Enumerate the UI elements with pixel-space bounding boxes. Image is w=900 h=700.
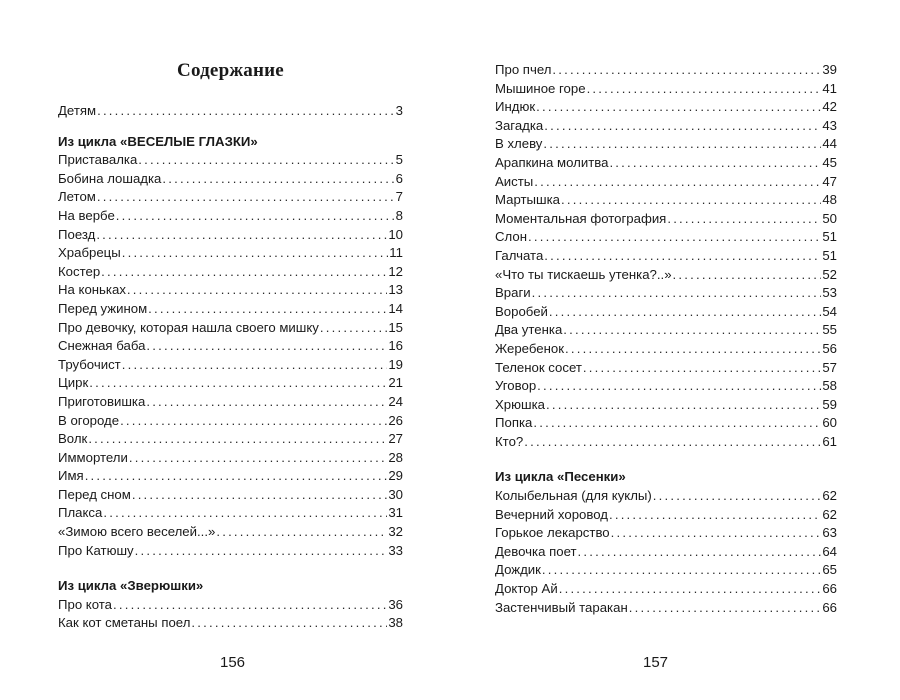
toc-entry-title: Арапкина молитва [495,154,609,170]
toc-entry [58,300,403,319]
toc-leader-dots [191,614,387,633]
toc-entry-title: Враги [495,285,531,301]
toc-leader-dots [524,433,821,452]
toc-leader-dots [216,523,387,542]
toc-entry [495,117,837,136]
toc-leader-dots [101,263,387,282]
toc-entry-title: Загадка [495,117,544,133]
toc-entry-page: 32 [388,524,403,540]
toc-entry [58,430,403,449]
toc-entry-page: 61 [822,433,837,449]
section-heading-zveryushki: Из цикла «Зверюшки» [58,578,204,594]
toc-entry-page: 60 [822,415,837,431]
toc-entry-title: Про кота [58,596,112,612]
toc-leader-dots [563,321,821,340]
toc-entry-title: Доктор Ай [495,581,558,597]
toc-entry-title: В огороде [58,412,120,428]
toc-leader-dots [146,393,387,412]
toc-entry [58,337,403,356]
toc-entry [58,151,403,170]
toc-entry [495,98,837,117]
toc-leader-dots [97,188,395,207]
toc-entry [58,356,403,375]
toc-entry [58,374,403,393]
toc-leader-dots [565,340,821,359]
toc-entry-title: Жеребенок [495,340,564,356]
toc-leader-dots [578,543,822,562]
toc-entry [495,506,837,525]
toc-leader-dots [552,61,821,80]
toc-entry [495,135,837,154]
toc-leader-dots [561,191,821,210]
toc-entry-title: Волк [58,431,88,447]
toc-entry-page: 54 [822,303,837,319]
toc-entry-page: 38 [388,615,403,631]
toc-entry [58,281,403,300]
toc-entry-title: Дождик [495,562,541,578]
toc-entry-page: 48 [822,192,837,208]
toc-entry-title: Девочка поет [495,543,577,559]
toc-entry [495,340,837,359]
toc-leader-dots [549,303,821,322]
toc-entry [58,207,403,226]
toc-entry-page: 59 [822,396,837,412]
left-page [58,0,403,700]
toc-entry [495,487,837,506]
toc-entry-page: 8 [395,207,403,223]
toc-leader-dots [122,356,388,375]
toc-entry [495,303,837,322]
toc-leader-dots [148,300,387,319]
toc-entry-page: 31 [388,505,403,521]
toc-right [495,61,837,617]
toc-entry-page: 27 [388,431,403,447]
toc-leader-dots [113,596,387,615]
toc-entry [58,102,403,121]
toc-leader-dots [103,504,387,523]
toc-leader-dots [536,98,821,117]
toc-entry [58,504,403,523]
toc-leader-dots [89,374,387,393]
toc-entry-page: 50 [822,210,837,226]
toc-entry [495,561,837,580]
toc-leader-dots [129,449,387,468]
toc-leader-dots [609,154,821,173]
toc-leader-dots [528,228,821,247]
toc-entry-page: 45 [822,154,837,170]
toc-entry-page: 65 [822,562,837,578]
toc-entry-title: Теленок сосет [495,359,582,375]
toc-entry-title: Приготовишка [58,393,146,409]
toc-entry-page: 57 [822,359,837,375]
toc-entry-title: Мышиное горе [495,80,586,96]
toc-entry-page: 26 [388,412,403,428]
toc-entry-page: 11 [389,245,403,261]
toc-entry [58,467,403,486]
toc-entry-title: Аисты [495,173,534,189]
toc-entry-page: 42 [822,99,837,115]
toc-entry-title: Снежная баба [58,338,146,354]
toc-entry-title: Вечерний хоровод [495,506,608,522]
toc-entry [495,173,837,192]
toc-entry-title: В хлеву [495,136,543,152]
toc-entry-page: 30 [388,486,403,502]
right-page [495,0,837,700]
toc-entry [495,247,837,266]
toc-entry [495,433,837,452]
page-title: Содержание [177,60,284,81]
toc-entry [495,377,837,396]
toc-leader-dots [673,266,822,285]
toc-entry-title: Застенчивый таракан [495,599,628,615]
toc-entry-title: Как кот сметаны поел [58,615,191,631]
page-number-right: 157 [643,654,669,671]
toc-entry [58,412,403,431]
toc-entry-title: Поезд [58,226,96,242]
toc-leader-dots [667,210,821,229]
toc-entry-page: 44 [822,136,837,152]
toc-entry [58,393,403,412]
toc-leader-dots [559,580,822,599]
toc-entry-title: Детям [58,103,97,118]
toc-entry-title: Про девочку, которая нашла своего мишку [58,319,319,335]
toc-entry-page: 62 [822,488,837,504]
toc-entry [495,524,837,543]
toc-entry-page: 66 [822,599,837,615]
toc-entry-page: 3 [395,103,403,118]
toc-leader-dots [543,135,821,154]
toc-leader-dots [609,506,821,525]
toc-leader-dots [132,486,388,505]
toc-leader-dots [135,542,388,561]
toc-leader-dots [120,412,387,431]
toc-leader-dots [546,396,821,415]
toc-entry [495,396,837,415]
toc-leader-dots [162,170,394,189]
toc-entry-title: Попка [495,415,533,431]
toc-entry-title: Перед ужином [58,300,148,316]
toc-leader-dots [611,524,822,543]
toc-entry [495,359,837,378]
toc-entry-title: Кто? [495,433,524,449]
toc-entry-page: 7 [395,189,403,205]
toc-entry [58,188,403,207]
toc-entry-title: Уговор [495,378,537,394]
toc-entry [495,266,837,285]
toc-entry [58,486,403,505]
toc-entry-title: «Что ты тискаешь утенка?..» [495,266,672,282]
toc-leader-dots [138,151,394,170]
toc-leader-dots [544,247,821,266]
toc-entry-title: Колыбельная (для куклы) [495,488,652,504]
toc-entry-title: Горькое лекарство [495,525,610,541]
toc-leader-dots [532,284,822,303]
toc-entry [495,80,837,99]
toc-entry [58,170,403,189]
toc-entry [58,263,403,282]
toc-entry-title: Имя [58,468,84,484]
toc-leader-dots [537,377,821,396]
toc-entry-title: Галчата [495,247,544,263]
toc-entry-page: 13 [388,282,403,298]
toc-entry-page: 21 [388,375,403,391]
toc-leader-dots [97,102,395,121]
toc-leader-dots [542,561,821,580]
toc-entry-page: 58 [822,378,837,394]
toc-entry [495,228,837,247]
toc-entry-page: 14 [388,300,403,316]
toc-entry-title: Два утенка [495,322,563,338]
toc-entry-title: Мартышка [495,192,561,208]
toc-entry-title: Летом [58,189,96,205]
toc-entry-title: Перед сном [58,486,131,502]
toc-entry-title: Трубочист [58,356,121,372]
toc-entry [58,596,403,615]
toc-entry [495,61,837,80]
toc-entry [495,321,837,340]
toc-entry [495,284,837,303]
toc-entry-page: 16 [388,338,403,354]
toc-entry-page: 29 [388,468,403,484]
toc-entry-page: 36 [388,596,403,612]
toc-entry-page: 52 [822,266,837,282]
toc-leader-dots [534,173,821,192]
toc-entry-page: 33 [388,542,403,558]
toc-entry [58,614,403,633]
toc-leader-dots [88,430,387,449]
toc-leader-dots [320,319,387,338]
toc-entry-page: 62 [822,506,837,522]
toc-entry [495,543,837,562]
toc-entry-title: Индюк [495,99,536,115]
toc-entry [58,449,403,468]
toc-entry [58,244,403,263]
toc-leader-dots [587,80,822,99]
toc-entry-page: 10 [388,226,403,242]
toc-entry-page: 28 [388,449,403,465]
toc-entry-page: 24 [388,393,403,409]
toc-entry-title: Воробей [495,303,548,319]
toc-leader-dots [127,281,387,300]
toc-entry-title: Хрюшка [495,396,545,412]
toc-entry-title: «Зимою всего веселей...» [58,524,216,540]
section-heading-veselye-glazki: Из цикла «ВЕСЕЛЫЕ ГЛАЗКИ» [58,133,258,149]
toc-entry-page: 15 [388,319,403,335]
toc-entry [495,599,837,618]
toc-entry-title: Цирк [58,375,89,391]
toc-entry-page: 41 [822,80,837,96]
toc-entry-title: Слон [495,229,527,245]
toc-leader-dots [653,487,822,506]
toc-entry-page: 64 [822,543,837,559]
toc-entry-title: Приставалка [58,152,138,168]
toc-entry-page: 43 [822,117,837,133]
toc-entry-title: Костер [58,263,101,279]
toc-entry [495,154,837,173]
toc-entry-page: 63 [822,525,837,541]
toc-entry-title: На вербе [58,207,115,223]
toc-entry-title: Иммортели [58,449,128,465]
toc-entry-page: 55 [822,322,837,338]
toc-entry-page: 66 [822,581,837,597]
toc-leader-dots [122,244,389,263]
toc-entry [495,414,837,433]
toc-entry [58,319,403,338]
toc-entry-page: 6 [395,170,403,186]
toc-entry [58,523,403,542]
toc-leader-dots [544,117,821,136]
toc-entry [495,580,837,599]
toc-entry-title: Плакса [58,505,103,521]
toc-entry-title: Про Катюшу [58,542,134,558]
toc-entry [495,191,837,210]
toc-entry-page: 19 [388,356,403,372]
toc-entry-title: Бобина лошадка [58,170,162,186]
toc-entry-page: 53 [822,285,837,301]
toc-entry-title: Про пчел [495,62,552,77]
page-number-left: 156 [220,654,246,671]
toc-entry-page: 51 [822,229,837,245]
toc-leader-dots [146,337,387,356]
toc-entry-page: 5 [395,152,403,168]
toc-leader-dots [629,599,822,618]
toc-entry-page: 51 [822,247,837,263]
toc-entry-title: На коньках [58,282,126,298]
toc-leader-dots [85,467,388,486]
toc-entry [495,210,837,229]
section-heading-pesenki: Из цикла «Песенки» [495,469,626,485]
toc-entry-page: 12 [388,263,403,279]
toc-entry-page: 56 [822,340,837,356]
toc-entry-page: 47 [822,173,837,189]
toc-entry-title: Храбрецы [58,245,121,261]
toc-leader-dots [583,359,821,378]
toc-entry-title: Моментальная фотография [495,210,667,226]
toc-left [58,102,403,633]
toc-leader-dots [116,207,395,226]
toc-entry-page: 39 [822,62,837,77]
toc-entry [58,542,403,561]
toc-leader-dots [96,226,387,245]
toc-leader-dots [533,414,821,433]
toc-entry [58,226,403,245]
